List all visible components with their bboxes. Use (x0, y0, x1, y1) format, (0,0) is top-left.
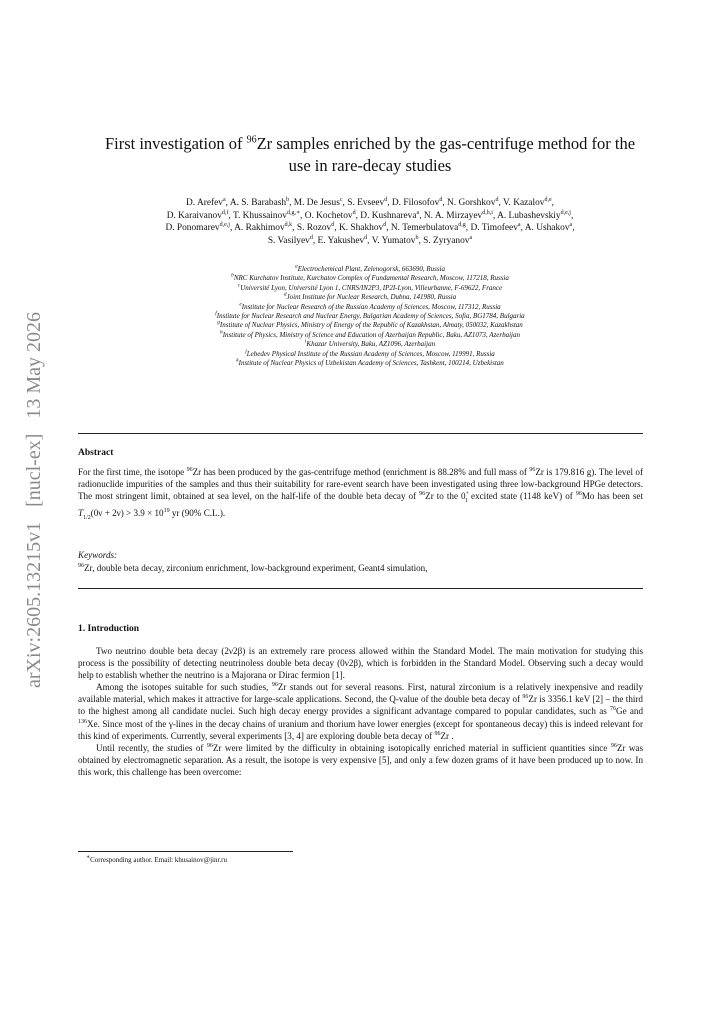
footnote-rule (78, 851, 293, 852)
arxiv-sidebar-stamp (12, 240, 52, 690)
affiliation: $^i$Khazar University, Baku, AZ1096, Azerbaijan (304, 338, 436, 349)
affiliation: $^b$NRC Kurchatov Institute, Kurchatov Complex of Fundamental Research, Moscow, 117218, Russia (231, 273, 509, 283)
author: D. Karaivanov$^{d,f}$ (166, 209, 229, 221)
author-list: D. Arefev$^a$, A. S. Barabash$^b$, M. De Jesus$^c$, S. Evseev$^d$, D. Filosofov$^d$, N. Gorshkov$^d$, V. Kazalov$^{d,e}$, D. Karaivanov$^{d,f}$, T. Khussainov$^{d,g,∗}$, O. Kochetov$^d$, D. Kushnareva$^a$, N. A. Mirzayev$^{d,h,i}$, A. Lubashevskiy$^{d,e,j}$, D. Ponomarev$^{d,e,j}$, A. Rakhimov$^{d,k}$, S. Rozov$^d$, K. Shakhov$^d$, N. Temerbulatova$^{d,g}$, D. Timofeev$^a$, A. Ushakov$^a$, S. Vasilyev$^d$, E. Yakushev$^d$, V. Yumatov$^b$, S. Zyryanov$^a$ (165, 196, 575, 246)
arxiv-category: [nucl-ex] (23, 433, 45, 507)
author: D. Filosofov$^d$ (391, 196, 443, 208)
author: A. S. Barabash$^b$ (229, 196, 290, 208)
author: D. Arefev$^a$ (186, 196, 226, 208)
affiliation: $^j$Lebedev Physical Institute of the Russian Academy of Sciences, Moscow, 119991, Russia (245, 348, 495, 358)
keywords-label: Keywords: (78, 550, 118, 560)
author: A. Ushakov$^a$ (524, 222, 573, 234)
author: D. Kushnareva$^a$ (360, 209, 420, 221)
author: A. Rakhimov$^{d,k}$ (234, 222, 293, 234)
intro-paragraph-1: Two neutrino double beta decay (2ν2β) is an extremely rare process allowed within the Standard Model. The main motivation for studying this process is the possibility of detecting neutrinoless double beta decay (0ν2β), which is forbidden in the Standard Model. Observing such a decay would help to establish whether the neutrino is a Majorana or Dirac fermion [1]. (78, 646, 643, 681)
author: M. De Jesus$^c$ (293, 196, 343, 208)
author: N. Gorshkov$^d$ (447, 196, 499, 208)
affiliation: $^e$Institute for Nuclear Research of the Russian Academy of Sciences, Moscow, 117312, Russia (239, 301, 501, 311)
abstract-bottom-rule (78, 588, 643, 589)
author: S. Vasilyev$^d$ (267, 234, 313, 246)
affiliation: $^g$Institute of Nuclear Physics, Ministry of Energy of the Republic of Kazakhstan, Almaty, 050032, Kazakhstan (217, 320, 523, 330)
paper-title: First investigation of $^{96}$Zr samples enriched by the gas-centrifuge method for the use in rare-decay studies (104, 134, 636, 175)
author: N. Temerbulatova$^{d,g}$ (390, 222, 466, 234)
affiliation: $^k$Institute of Nuclear Physics of Uzbekistan Academy of Sciences, Tashkent, 100214, Uzbekistan (236, 357, 504, 368)
author: O. Kochetov$^d$ (304, 209, 356, 221)
abstract-text: For the first time, the isotope $^{96}$Zr has been produced by the gas-centrifuge method (enrichment is 88.28% and full mass of $^{96}$Zr is 179.816 g). The level of radionuclide impurities of the samples and thus their suitability for rare-event search have been investigated using three low-background HPGe detectors. The most stringent limit, obtained at sea level, on the half-life of the double beta decay of $^{96}$Zr to the $0^+_1$ excited state (1148 keV) of $^{96}$Mo has been set $T_{1/2}(0\nu + 2\nu) > 3.9 \times 10^{19}$ yr (90% C.L.). (78, 466, 643, 521)
arxiv-id: arXiv:2605.13215v1 (23, 521, 45, 688)
introduction-body (78, 645, 643, 778)
keywords-text: $^{96}$Zr, double beta decay, zirconium enrichment, low-background experiment, Geant4 simulation, (78, 562, 428, 573)
author: N. A. Mirzayev$^{d,h,i}$ (423, 209, 493, 221)
arxiv-date: 13 May 2026 (23, 311, 45, 419)
affiliation: $^c$Université Lyon, Université Lyon 1, CNRS/IN2P3, IP2I-Lyon, Villeurbanne, F-69622, France (237, 282, 503, 292)
author: T. Khussainov$^{d,g,∗}$ (232, 209, 301, 221)
author: E. Yakushev$^d$ (317, 234, 368, 246)
author: V. Kazalov$^{d,e}$ (502, 196, 552, 208)
affiliation-list (82, 265, 658, 368)
author: S. Zyryanov$^a$ (423, 234, 473, 246)
footnote: ∗Corresponding author. Email: khusainov@jinr.ru (86, 854, 227, 864)
abstract-heading: Abstract (78, 448, 114, 458)
affiliation: $^a$Electrochemical Plant, Zelenogorsk, 663690, Russia (294, 263, 445, 273)
author: K. Shakhov$^d$ (338, 222, 387, 234)
author: S. Evseev$^d$ (347, 196, 388, 208)
svg-text:arXiv:2605.13215v1 [nucl (23, 312, 45, 688)
intro-paragraph-2: Among the isotopes suitable for such studies, $^{96}$Zr stands out for several reasons. First, natural zirconium is a relatively inexpensive and readily available material, which makes it attractive for large-scale applications. Second, the Q-value of the double beta decay of $^{96}$Zr is 3356.1 keV [2] – the third to the highest among all candidate nuclei. Such high decay energy provides a significant advantage compared to popular candidates, such as $^{76}$Ge and $^{136}$Xe. Since most of the γ-lines in the decay chains of uranium and thorium have lower energies (except for spontaneous decay) this is indeed relevant for this kind of experiments. Currently, several experiments [3, 4] are exploring double beta decay of $^{96}$Zr . (78, 682, 643, 741)
affiliation: $^f$Institute for Nuclear Research and Nuclear Energy, Bulgarian Academy of Sciences, Sofia, BG1784, Bulgaria (215, 310, 525, 321)
author: D. Ponomarev$^{d,e,j}$ (165, 222, 230, 234)
author: S. Rozov$^d$ (296, 222, 335, 234)
affiliation: $^d$Joint Institute for Nuclear Research, Dubna, 141980, Russia (283, 291, 457, 302)
section-heading-introduction: 1. Introduction (78, 624, 140, 634)
author: V. Yumatov$^b$ (371, 234, 419, 246)
affiliation: $^h$Institute of Physics, Ministry of Science and Education of Azerbaijan Republic, Baku, AZ1073, Azerbaijan (220, 329, 520, 339)
intro-paragraph-3: Until recently, the studies of $^{96}$Zr were limited by the difficulty in obtaining isotopically enriched material in sufficient quantities since $^{96}$Zr was obtained by electromagnetic separation. As a result, the isotope is very expensive [5], and only a few dozen grams of it have been produced up to now. In this work, this challenge has been overcome: (78, 742, 643, 777)
author: D. Timofeev$^a$ (470, 222, 521, 234)
author: A. Lubashevskiy$^{d,e,j}$ (497, 209, 571, 221)
abstract-top-rule (78, 433, 643, 434)
